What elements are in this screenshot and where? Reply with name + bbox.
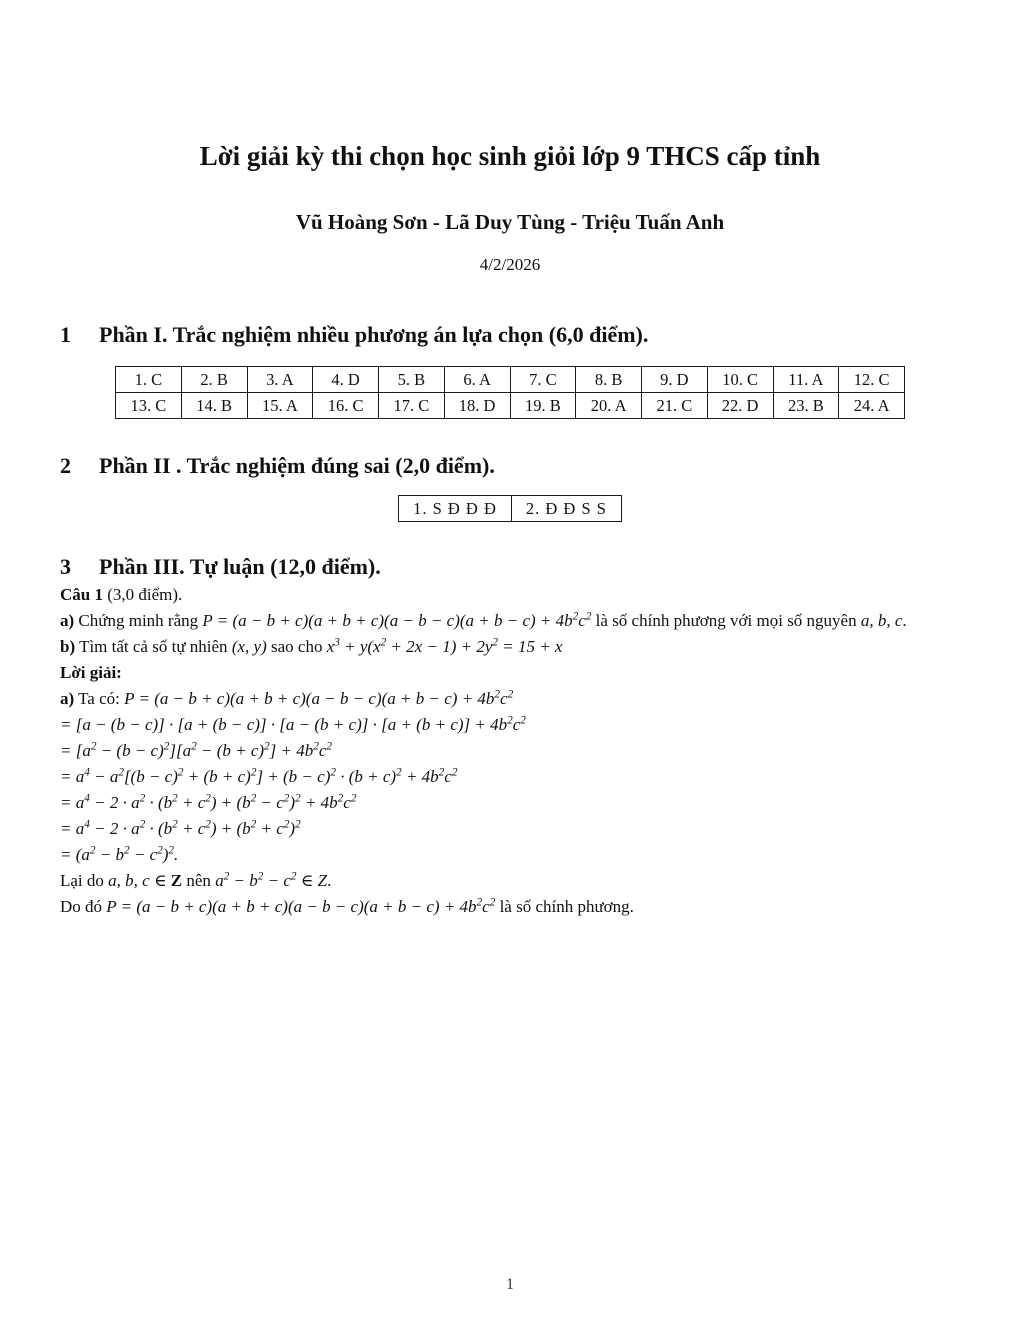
- date-line: 4/2/2026: [479, 255, 541, 274]
- text-segment: (x, y): [231, 637, 267, 656]
- text-segment: $P = (a - b + c)(a + b + c)(a - b - c)(a + b - c) + 4b^2c^2$: [106, 896, 496, 916]
- text-segment: Do đó: [60, 897, 107, 916]
- answer-cell: 21. C: [642, 393, 708, 419]
- equation-line-5: [60, 816, 960, 842]
- answer-cell: 17. C: [379, 393, 445, 419]
- text-segment: a, b, c: [860, 611, 903, 630]
- answer-cell: 7. C: [510, 367, 576, 393]
- true-false-answer-table: [398, 495, 622, 522]
- answer-cell: 2. Đ Đ S S: [511, 496, 621, 522]
- equation-line-6: [60, 842, 960, 868]
- answer-cell: 14. B: [181, 393, 247, 419]
- text-segment: là số chính phương.: [495, 897, 634, 916]
- text-segment: .: [327, 871, 332, 890]
- answer-cell: 9. D: [642, 367, 708, 393]
- text-segment: Tìm tất cả số tự nhiên: [75, 637, 232, 656]
- answer-row: [116, 393, 905, 419]
- text-segment: = $(a^2 - b^2 - c^2)^2$.: [60, 844, 179, 864]
- true-false-answer-rows: [399, 496, 622, 522]
- text-segment: Chứng minh rằng: [74, 611, 203, 630]
- section-2-number: 2: [60, 453, 71, 478]
- page-title: Lời giải kỳ thi chọn học sinh giỏi lớp 9 THCS cấp tỉnh: [199, 141, 821, 171]
- text-segment: ∈: [149, 871, 171, 890]
- text-segment: Lại do: [60, 871, 109, 890]
- text-segment: = $a^4 - 2 \cdot a^2 \cdot (b^2 + c^2) + (b^2 - c^2)^2 + 4b^2c^2$: [60, 792, 357, 812]
- text-segment: $a^2 - b^2 - c^2$: [215, 870, 297, 890]
- answer-cell: 3. A: [247, 367, 313, 393]
- authors-line: Vũ Hoàng Sơn - Lã Duy Tùng - Triệu Tuấn Anh: [295, 210, 725, 234]
- answer-row: [399, 496, 622, 522]
- answer-cell: 22. D: [707, 393, 773, 419]
- answer-cell: 15. A: [247, 393, 313, 419]
- answer-cell: 6. A: [444, 367, 510, 393]
- answer-cell: 12. C: [839, 367, 905, 393]
- answer-cell: 13. C: [116, 393, 182, 419]
- section-2-heading: [60, 451, 960, 481]
- text-segment: = $a^4 - 2 \cdot a^2 \cdot (b^2 + c^2) + (b^2 + c^2)^2$: [60, 818, 301, 838]
- cau1-heading: [60, 582, 960, 608]
- page-number: 1: [506, 1276, 514, 1293]
- equation-line-1: [60, 712, 960, 738]
- integer-note: [60, 868, 960, 894]
- section-1-heading: [60, 320, 960, 350]
- multiple-choice-answer-table: [115, 366, 905, 419]
- answer-cell: 5. B: [379, 367, 445, 393]
- multiple-choice-answer-rows: [116, 367, 905, 419]
- section-3-heading: [60, 552, 960, 582]
- solution-label: [60, 660, 960, 686]
- text-segment: nên: [182, 871, 216, 890]
- text-segment: là số chính phương với mọi số nguyên: [591, 611, 861, 630]
- text-segment: sao cho: [266, 637, 327, 656]
- answer-cell: 20. A: [576, 393, 642, 419]
- text-segment: = $[a^2 - (b - c)^2][a^2 - (b + c)^2] + 4b^2c^2$: [60, 740, 332, 760]
- text-segment: (3,0 điểm).: [102, 585, 183, 604]
- answer-cell: 8. B: [576, 367, 642, 393]
- text-segment: Lời giải:: [60, 663, 122, 682]
- text-segment: $P = (a - b + c)(a + b + c)(a - b - c)(a + b - c) + 4b^2c^2$: [202, 610, 592, 630]
- equation-line-2: [60, 738, 960, 764]
- text-segment: Z: [317, 871, 328, 890]
- equation-line-3: [60, 764, 960, 790]
- text-segment: $P = (a - b + c)(a + b + c)(a - b - c)(a + b - c) + 4b^2c^2$: [124, 688, 514, 708]
- part-b-statement: [60, 634, 960, 660]
- answer-cell: 10. C: [707, 367, 773, 393]
- answer-row: [116, 367, 905, 393]
- text-segment: Câu 1: [60, 585, 103, 604]
- section-1-title: Phần I. Trắc nghiệm nhiều phương án lựa chọn (6,0 điểm).: [99, 322, 649, 347]
- solution-a-start: [60, 686, 960, 712]
- answer-cell: 24. A: [839, 393, 905, 419]
- text-segment: a): [60, 611, 75, 630]
- answer-cell: 19. B: [510, 393, 576, 419]
- equation-line-4: [60, 790, 960, 816]
- text-segment: .: [902, 611, 907, 630]
- answer-cell: 2. B: [181, 367, 247, 393]
- answer-cell: 1. S Đ Đ Đ: [399, 496, 512, 522]
- text-segment: Z: [170, 871, 183, 890]
- answer-cell: 11. A: [773, 367, 839, 393]
- text-segment: a): [60, 689, 75, 708]
- text-segment: = $a^4 - a^2[(b - c)^2 + (b + c)^2] + (b - c)^2 \cdot (b + c)^2 + 4b^2c^2$: [60, 766, 458, 786]
- answer-cell: 18. D: [444, 393, 510, 419]
- text-segment: = $[a - (b - c)] \cdot [a + (b - c)] \cdot [a - (b + c)] \cdot [a + (b + c)] + 4b^2c^2$: [60, 714, 526, 734]
- section-3-number: 3: [60, 554, 71, 579]
- text-segment: b): [60, 637, 76, 656]
- section-3-title: Phần III. Tự luận (12,0 điểm).: [99, 554, 381, 579]
- section-1-number: 1: [60, 322, 71, 347]
- answer-cell: 23. B: [773, 393, 839, 419]
- text-segment: a, b, c: [108, 871, 150, 890]
- text-segment: ∈: [296, 871, 318, 890]
- text-segment: $x^3 + y(x^2 + 2x - 1) + 2y^2 = 15 + x$: [326, 636, 563, 656]
- answer-cell: 1. C: [116, 367, 182, 393]
- part-a-statement: [60, 608, 960, 634]
- section-2-title: Phần II . Trắc nghiệm đúng sai (2,0 điểm).: [99, 453, 495, 478]
- conclusion-line: [60, 894, 960, 920]
- answer-cell: 16. C: [313, 393, 379, 419]
- answer-cell: 4. D: [313, 367, 379, 393]
- text-segment: Ta có:: [74, 689, 125, 708]
